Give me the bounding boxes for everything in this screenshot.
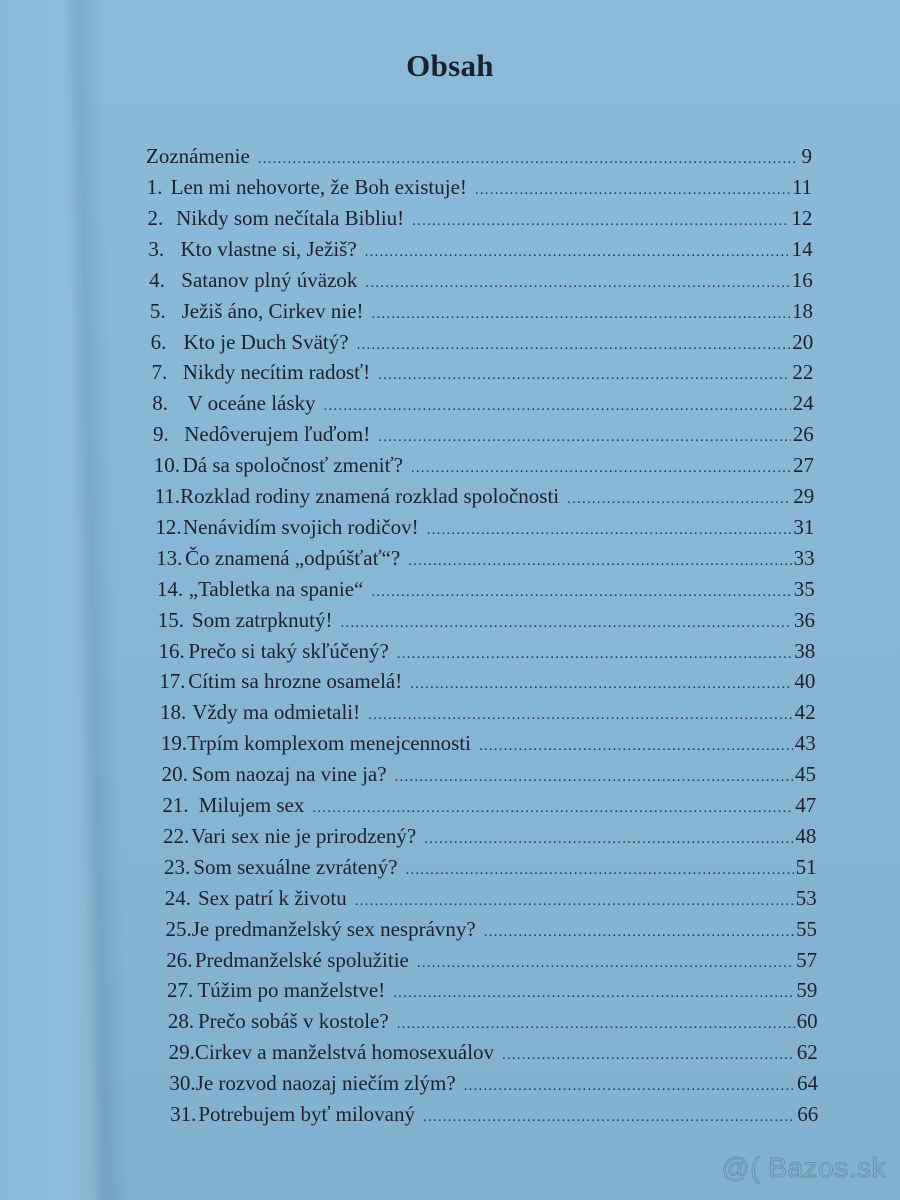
- dot-leader: [567, 484, 791, 514]
- toc-row: [157, 574, 815, 604]
- dot-leader: [412, 206, 789, 236]
- dot-leader: [475, 175, 790, 205]
- toc-intro-row: [146, 141, 812, 171]
- dot-leader: [258, 144, 798, 174]
- chapter-number: 17.: [159, 669, 186, 694]
- toc-intro-page: 9: [801, 144, 812, 168]
- toc-row: [147, 172, 812, 202]
- toc-row: [165, 883, 817, 913]
- dot-leader: [372, 299, 790, 329]
- chapter-page-number: 22: [792, 360, 814, 385]
- chapter-page-number: 31: [793, 514, 815, 539]
- chapter-page-number: 55: [796, 916, 817, 941]
- chapter-page-number: 12: [791, 205, 813, 230]
- chapter-number: 26.: [166, 947, 193, 972]
- toc-row: [148, 234, 812, 264]
- chapter-title: Vari sex nie je prirodzený?: [191, 823, 417, 848]
- chapter-number: 27.: [167, 978, 194, 1003]
- chapter-number: 10.: [153, 453, 181, 478]
- chapter-title: Nenávidím svojich rodičov!: [183, 514, 419, 539]
- chapter-title: Rozklad rodiny znamená rozklad spoločnosti: [180, 484, 560, 508]
- chapter-title: Prečo sobáš v kostole?: [197, 1009, 389, 1034]
- chapter-title: Ježiš áno, Cirkev nie!: [181, 298, 364, 323]
- chapter-number: 11.: [154, 484, 181, 508]
- chapter-number: 4.: [149, 267, 165, 292]
- toc-row: [151, 327, 814, 357]
- dot-leader: [464, 1071, 795, 1101]
- dot-leader: [411, 453, 791, 483]
- toc-row: [163, 821, 816, 851]
- chapter-number: 2.: [147, 205, 164, 230]
- chapter-page-number: 66: [797, 1102, 819, 1126]
- chapter-number: 16.: [158, 638, 185, 663]
- toc-row: [149, 265, 813, 295]
- chapter-page-number: 38: [794, 638, 816, 663]
- chapter-page-number: 26: [792, 422, 814, 447]
- bazos-watermark: @( Bazos.sk: [721, 1152, 886, 1183]
- toc-row: [166, 945, 817, 975]
- chapter-page-number: 51: [795, 854, 817, 879]
- chapter-number: 7.: [151, 360, 168, 385]
- chapter-number: 28.: [167, 1009, 195, 1034]
- chapter-number: 21.: [162, 793, 189, 817]
- chapter-title: Sex patrí k životu: [197, 885, 347, 910]
- chapter-number: 8.: [152, 391, 168, 416]
- toc-row: [164, 852, 817, 882]
- chapter-title: Čo znamená „odpúšťať“?: [185, 545, 401, 570]
- dot-leader: [395, 762, 793, 792]
- toc-row: [153, 419, 814, 449]
- toc-row: [148, 203, 813, 233]
- dot-leader: [417, 948, 794, 978]
- dot-leader: [479, 731, 793, 761]
- chapter-title: Trpím komplexom menejcennosti: [187, 731, 471, 756]
- toc-row: [160, 697, 816, 727]
- dot-leader: [424, 824, 793, 854]
- chapter-title: Nikdy necítim radosť!: [182, 360, 371, 385]
- toc-row: [169, 1068, 818, 1098]
- chapter-title: Túžim po manželstve!: [197, 978, 386, 1003]
- chapter-page-number: 45: [794, 762, 816, 787]
- chapter-page-number: 24: [792, 391, 814, 416]
- dot-leader: [355, 886, 794, 916]
- chapter-title: Cítim sa hrozne osamelá!: [188, 669, 403, 694]
- toc-row: [158, 605, 815, 635]
- toc-row: [156, 543, 814, 573]
- chapter-title: Len mi nehovorte, že Boh existuje!: [170, 175, 467, 199]
- chapter-title: Cirkev a manželstvá homosexuálov: [194, 1040, 495, 1065]
- dot-leader: [378, 360, 790, 390]
- toc-row: [152, 388, 813, 418]
- chapter-page-number: 53: [795, 885, 817, 910]
- chapter-number: 22.: [163, 823, 190, 848]
- chapter-number: 15.: [157, 607, 184, 632]
- chapter-number: 12.: [155, 514, 182, 539]
- dot-leader: [324, 391, 791, 421]
- chapter-number: 9.: [153, 422, 169, 447]
- dot-leader: [502, 1040, 795, 1070]
- page-title: Obsah: [406, 48, 494, 83]
- toc-row: [158, 636, 815, 666]
- chapter-page-number: 35: [793, 576, 815, 601]
- chapter-page-number: 40: [794, 669, 816, 694]
- chapter-number: 3.: [148, 236, 165, 261]
- chapter-number: 25.: [165, 916, 192, 941]
- chapter-page-number: 16: [791, 267, 813, 292]
- chapter-number: 6.: [150, 329, 167, 354]
- chapter-number: 5.: [149, 298, 166, 323]
- dot-leader: [484, 917, 794, 947]
- chapter-title: Kto je Duch Svätý?: [183, 329, 349, 354]
- chapter-title: Je rozvod naozaj niečím zlým?: [195, 1071, 456, 1096]
- toc-row: [166, 914, 818, 944]
- chapter-title: Satanov plný úväzok: [181, 267, 358, 292]
- chapter-title: Vždy ma odmietali!: [192, 700, 361, 725]
- chapter-title: Je predmanželský sex nesprávny?: [191, 916, 476, 941]
- chapter-title: „Tabletka na spanie“: [188, 576, 364, 601]
- dot-leader: [427, 515, 792, 545]
- toc-row: [150, 296, 813, 326]
- dot-leader: [368, 700, 792, 730]
- toc-row: [170, 1099, 818, 1129]
- chapter-page-number: 43: [794, 731, 816, 756]
- dot-leader: [340, 608, 792, 638]
- chapter-page-number: 18: [791, 298, 813, 323]
- chapter-number: 19.: [160, 731, 188, 756]
- dot-leader: [393, 978, 794, 1008]
- chapter-title: V oceáne lásky: [187, 391, 316, 416]
- chapter-page-number: 62: [796, 1040, 818, 1065]
- toc-row: [154, 450, 814, 480]
- toc-row: [161, 728, 816, 758]
- chapter-number: 13.: [156, 545, 183, 570]
- dot-leader: [423, 1102, 795, 1132]
- chapter-title: Prečo si taký skľúčený?: [188, 638, 389, 663]
- chapter-number: 18.: [160, 700, 187, 725]
- toc-row: [167, 975, 817, 1005]
- chapter-title: Potrebujem byť milovaný: [198, 1102, 415, 1126]
- chapter-page-number: 27: [792, 453, 814, 478]
- dot-leader: [378, 422, 791, 452]
- dot-leader: [357, 330, 791, 360]
- chapter-page-number: 36: [793, 607, 815, 632]
- chapter-page-number: 64: [796, 1071, 818, 1096]
- dot-leader: [371, 577, 791, 607]
- chapter-page-number: 57: [796, 947, 818, 972]
- chapter-number: 14.: [156, 576, 184, 601]
- chapter-page-number: 48: [795, 823, 817, 848]
- chapter-title: Dá sa spoločnosť zmeniť?: [182, 453, 403, 478]
- chapter-title: Milujem sex: [198, 793, 305, 817]
- dot-leader: [397, 1009, 795, 1039]
- chapter-title: Som naozaj na vine ja?: [191, 762, 387, 787]
- toc-row: [169, 1037, 818, 1067]
- chapter-number: 31.: [170, 1102, 197, 1126]
- dot-leader: [312, 793, 793, 823]
- dot-leader: [365, 268, 789, 298]
- dot-leader: [405, 855, 793, 885]
- chapter-title: Som zatrpknutý!: [191, 607, 333, 632]
- chapter-page-number: 33: [793, 545, 815, 570]
- chapter-page-number: 29: [793, 484, 815, 508]
- chapter-number: 23.: [163, 854, 191, 879]
- chapter-page-number: 20: [792, 329, 814, 354]
- chapter-page-number: 14: [791, 236, 813, 261]
- dot-leader: [397, 639, 792, 669]
- chapter-page-number: 59: [796, 978, 818, 1003]
- chapter-title: Predmanželské spolužitie: [194, 947, 409, 972]
- toc-row: [162, 759, 816, 789]
- chapter-page-number: 42: [794, 700, 816, 725]
- dot-leader: [365, 237, 790, 267]
- chapter-title: Kto vlastne si, Ježiš?: [180, 236, 357, 261]
- chapter-page-number: 47: [795, 793, 817, 817]
- chapter-title: Nikdy som nečítala Bibliu!: [176, 205, 405, 230]
- chapter-number: 29.: [168, 1040, 195, 1065]
- chapter-page-number: 11: [791, 175, 813, 199]
- chapter-title: Nedôverujem ľuďom!: [184, 422, 371, 447]
- chapter-number: 30.: [169, 1071, 196, 1096]
- dot-leader: [408, 546, 791, 576]
- dot-leader: [410, 669, 792, 699]
- toc-row: [168, 1006, 818, 1036]
- toc-intro-label: Zoznámenie: [146, 144, 250, 168]
- chapter-title: Som sexuálne zvrátený?: [193, 854, 398, 879]
- toc-row: [155, 512, 814, 542]
- toc-row: [162, 790, 816, 820]
- chapter-number: 1.: [146, 175, 163, 199]
- chapter-page-number: 60: [796, 1009, 818, 1034]
- toc-row: [151, 357, 813, 387]
- chapter-number: 24.: [164, 885, 191, 910]
- chapter-number: 20.: [161, 762, 188, 787]
- toc-row: [159, 666, 815, 696]
- toc-row: [155, 481, 815, 511]
